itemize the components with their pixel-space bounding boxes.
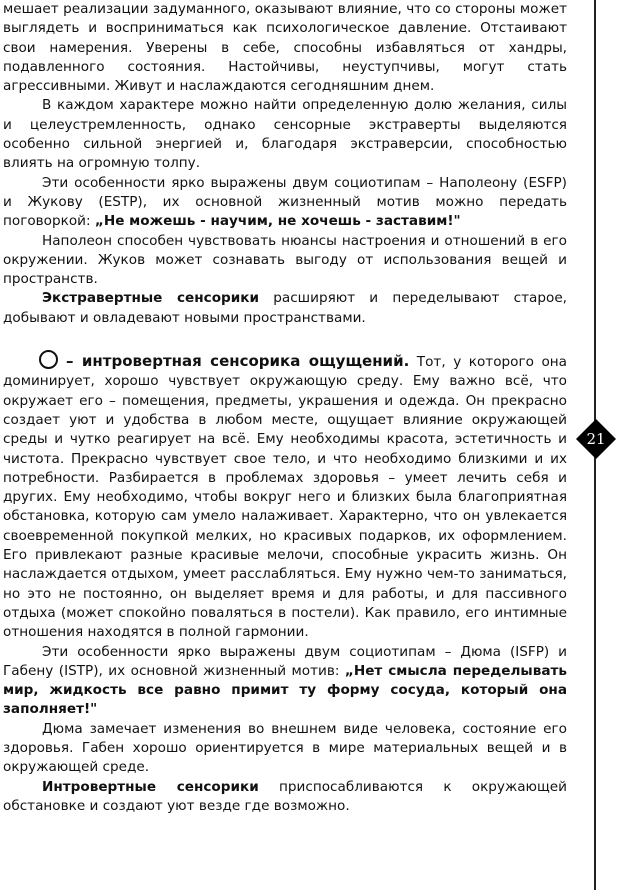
paragraph <box>3 720 567 778</box>
paragraph <box>3 0 567 96</box>
paragraph <box>3 778 567 817</box>
paragraph-text: Наполеон способен чувствовать нюансы настроения и отношений в его окружении. Жуков может сознавать выгоду от использования вещей и пространств. <box>3 232 567 288</box>
motto: „Нет смысла переделывать мир, жидкость все равно примит ту форму сосуда, который она заполняет!" <box>3 662 567 718</box>
paragraph <box>3 96 567 173</box>
paragraph-text: мешает реализации задуманного, оказывают влияние, что со стороны может выглядеть и восприниматься как психологическое давление. Отстаивают свои намерения. Уверены в себе, способны избавляться от хандры, подавленного состояния. Настойчивы, неуступчивы, могут стать агрессивными. Живут и наслаждаются сегодняшним днем. <box>3 1 567 95</box>
page-number: 21 <box>586 430 606 448</box>
paragraph <box>3 643 567 720</box>
section-paragraph <box>3 350 567 642</box>
paragraph <box>3 174 567 232</box>
term: Интровертные сенсорики <box>42 778 259 795</box>
term: Экстравертные сенсорики <box>42 290 260 307</box>
paragraph-text: Дюма замечает изменения во внешнем виде человека, состояние его здоровья. Габен хорошо ориентируется в мире материальных вещей и в окружающей среде. <box>3 720 567 776</box>
paragraph <box>3 289 567 328</box>
page-number-badge <box>576 419 616 459</box>
paragraph-text: В каждом характере можно найти определенную долю желания, силы и целеустремленность, однако сенсорные экстраверты выделяются особенно сильной энергией и, благодаря экстраверсии, способностью влиять на огромную толпу. <box>3 97 567 172</box>
paragraph <box>3 232 567 290</box>
paragraph-text: расширяют и переделывают старое, добывают и овладевают новыми пространствами. <box>3 290 568 326</box>
page-text <box>3 0 567 816</box>
paragraph-text: Тот, у которого она доминирует, хорошо чувствует окружающую среду. Ему важно всё, что окружает его – помещения, предметы, украшения и одежда. Он прекрасно создает уют и удобства в любом месте, ощущает влияние окружающей среды и чутко реагирует на всё. Ему необходимы красота, эстетичность и чистота. Прекрасно чувствует свое тело, и что необходимо близкими и их потребности. Разбирается в проблемах здоровья – умеет лечить себя и других. Ему необходимо, чтобы вокруг него и близких была благоприятная обстановка, которую сам умело налаживает. Характерно, что он увлекается своевременной покупкой мелких, но красивых подарков, их оформлением. Его привлекают разные красивые мелочи, способные украсить жизнь. Он наслаждается отдыхом, умеет расслабляться. Ему нужно чем-то заниматься, но это не постоянно, он выделяет время и для работы, и для пассивного отдыха (может спокойно поваляться в постели). Как правило, его интимные отношения находятся в полной гармонии. <box>3 354 567 641</box>
section-gap <box>3 328 567 350</box>
motto: „Не можешь - научим, не хочешь - заставим!" <box>94 213 461 230</box>
circle-icon <box>39 350 58 369</box>
paragraph-text: Эти особенности ярко выражены двум социотипам – Наполеону (ESFP) и Жукову (ESTP), их основной жизненный мотив можно передать поговоркой: <box>3 174 567 230</box>
section-heading: – интровертная сенсорика ощущений. <box>66 352 410 371</box>
paragraph-text: Эти особенности ярко выражены двум социотипам – Дюма (ISFP) и Габену (ISTP), их основной жизненный мотив: <box>3 643 567 679</box>
paragraph-text: приспосабливаются к окружающей обстановке и создают уют везде где возможно. <box>3 778 567 814</box>
